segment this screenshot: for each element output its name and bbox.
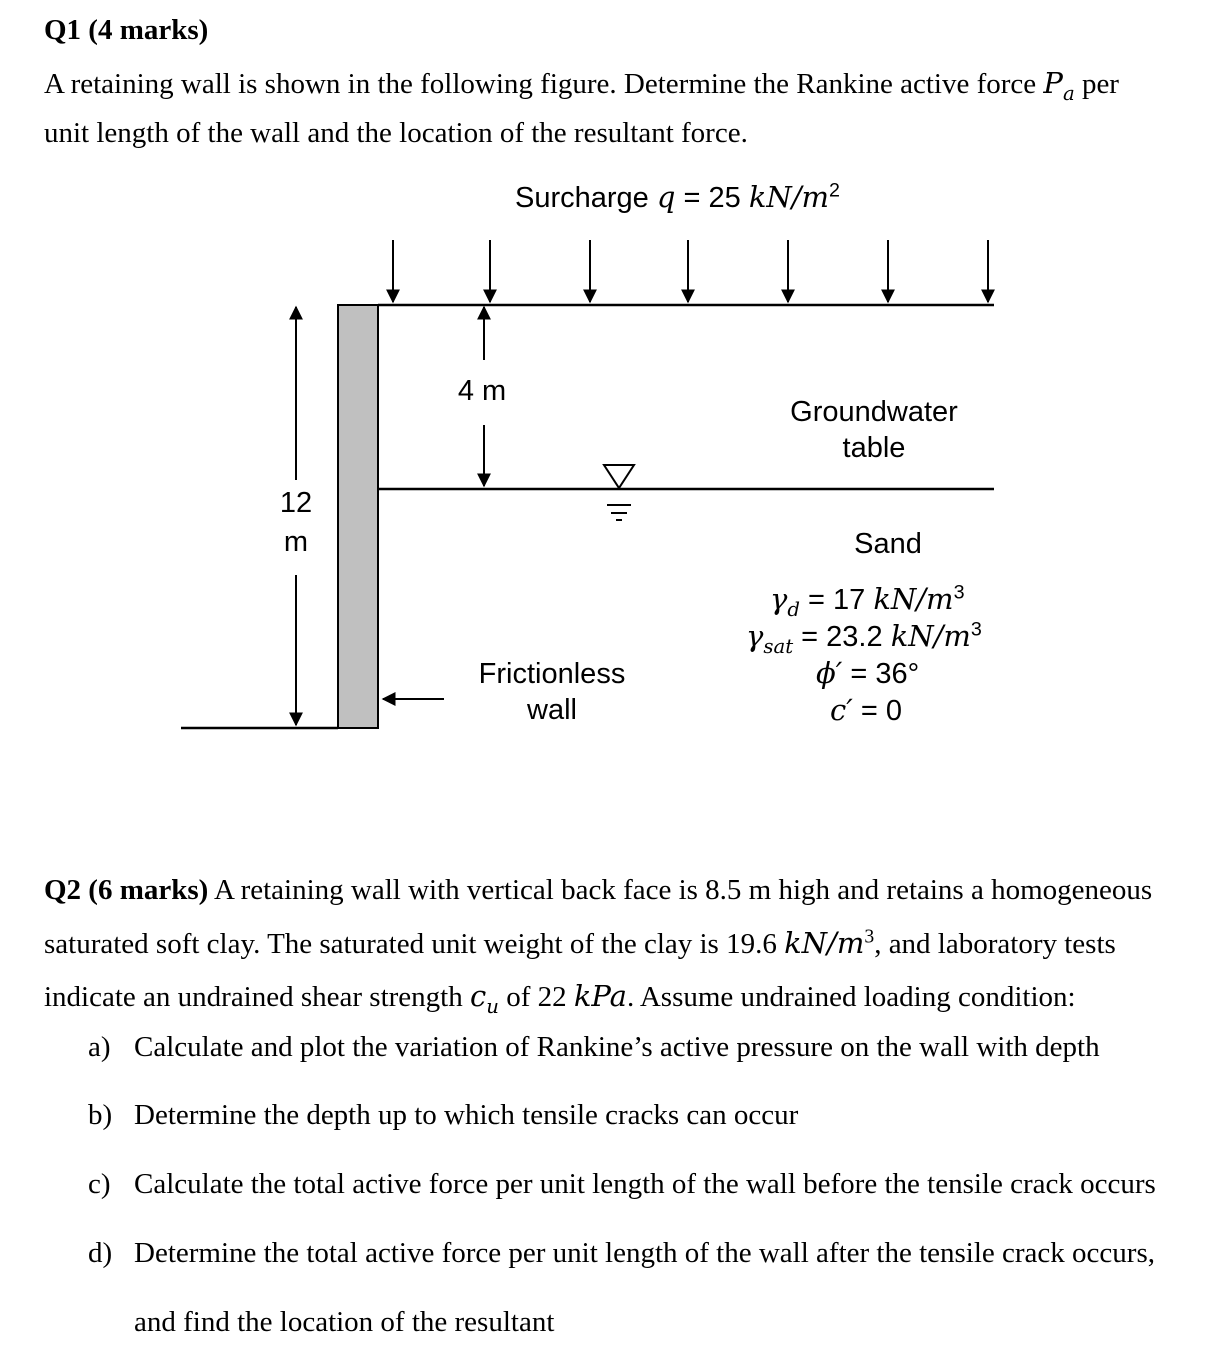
wall-label-line2: wall bbox=[527, 694, 577, 726]
q2-item-d-line2: and find the location of the resultant bbox=[134, 1306, 555, 1338]
q2-line-1: Q2 (6 marks) A retaining wall with vertical back face is 8.5 m high and retains a homogeneous bbox=[44, 874, 1153, 906]
item-marker: d) bbox=[88, 1237, 113, 1269]
soil-name-label: Sand bbox=[854, 528, 922, 560]
q1-line-2: unit length of the wall and the location of the resultant force. bbox=[44, 117, 748, 149]
groundwater-label-line2: table bbox=[842, 432, 906, 464]
q2-item-c bbox=[88, 1168, 1156, 1201]
gwt-depth-label: 4 m bbox=[457, 375, 507, 407]
item-marker: b) bbox=[88, 1099, 113, 1131]
phi-label: ϕ′ = 36° bbox=[816, 656, 920, 690]
q2-line-3: indicate an undrained shear strength $c_u$ of 22 kPa. Assume undrained loading condition: bbox=[44, 979, 1076, 1018]
q1-line-1-post: per bbox=[1074, 68, 1119, 100]
q2-item-a bbox=[88, 1031, 1100, 1064]
q2-line-2: saturated soft clay. The saturated unit weight of the clay is 19.6 $kN/m^3$, and laboratory tests bbox=[44, 925, 1116, 960]
water-table-symbol-icon bbox=[604, 465, 634, 520]
q2-heading: Q2 (6 marks) bbox=[44, 874, 209, 906]
item-marker: a) bbox=[88, 1031, 111, 1063]
height-label-unit: m bbox=[283, 526, 309, 558]
wall-label-line1: Frictionless bbox=[478, 658, 626, 690]
gamma-d-label: $\gamma_d = 17$ $kN/m^3$ bbox=[770, 581, 965, 621]
q2-item-d bbox=[88, 1237, 1155, 1270]
height-label-number: 12 bbox=[279, 487, 313, 519]
cohesion-label: c′ = 0 bbox=[830, 693, 903, 727]
q2-item-b bbox=[88, 1099, 798, 1132]
groundwater-label-line1: Groundwater bbox=[790, 396, 958, 428]
item-text: Calculate and plot the variation of Rankine’s active pressure on the wall with depth bbox=[134, 1031, 1100, 1063]
item-text: Calculate the total active force per unit length of the wall before the tensile crack occurs bbox=[134, 1168, 1156, 1200]
surcharge-arrows bbox=[393, 240, 988, 302]
q1-line-1-pre: A retaining wall is shown in the following figure. Determine the Rankine active force bbox=[44, 68, 1044, 100]
item-text: Determine the total active force per unit length of the wall after the tensile crack occurs, bbox=[134, 1237, 1155, 1269]
wall-body bbox=[338, 305, 378, 728]
item-marker: c) bbox=[88, 1168, 111, 1200]
gamma-sat-label: $\gamma_{sat} = 23.2$ $kN/m^3$ bbox=[746, 618, 982, 658]
item-text: Determine the depth up to which tensile cracks can occur bbox=[134, 1099, 799, 1131]
q1-heading: Q1 (4 marks) bbox=[44, 14, 209, 46]
pa-symbol: $P_a$ bbox=[1043, 66, 1075, 105]
surcharge-label: Surcharge q = 25 $kN/m^2$ bbox=[515, 179, 840, 214]
